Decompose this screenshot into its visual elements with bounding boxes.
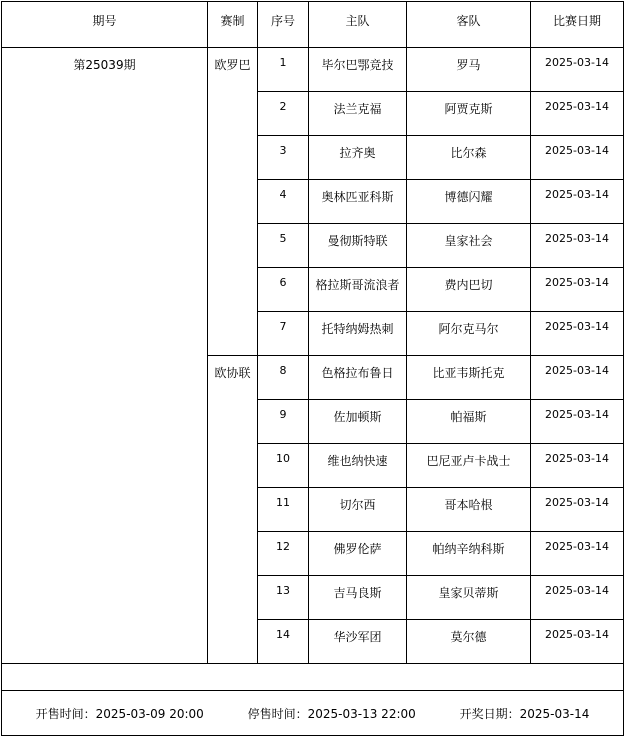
seq-cell: 1 bbox=[258, 48, 309, 92]
schedule-table bbox=[1, 1, 624, 736]
date-cell: 2025-03-14 bbox=[531, 488, 624, 532]
home-team-cell: 色格拉布鲁日 bbox=[309, 356, 407, 400]
home-team-cell: 华沙军团 bbox=[309, 620, 407, 664]
header-period: 期号 bbox=[2, 2, 208, 48]
home-team-cell: 曼彻斯特联 bbox=[309, 224, 407, 268]
away-team-cell: 莫尔德 bbox=[407, 620, 531, 664]
date-cell: 2025-03-14 bbox=[531, 444, 624, 488]
away-team-cell: 哥本哈根 bbox=[407, 488, 531, 532]
home-team-cell: 毕尔巴鄂竞技 bbox=[309, 48, 407, 92]
competition-cell: 欧协联 bbox=[208, 356, 258, 664]
sale-stop-time: 停售时间：2025-03-13 22:00 bbox=[247, 706, 416, 721]
home-team-cell: 佛罗伦萨 bbox=[309, 532, 407, 576]
away-team-cell: 比尔森 bbox=[407, 136, 531, 180]
date-cell: 2025-03-14 bbox=[531, 92, 624, 136]
seq-cell: 11 bbox=[258, 488, 309, 532]
seq-cell: 10 bbox=[258, 444, 309, 488]
date-cell: 2025-03-14 bbox=[531, 224, 624, 268]
away-team-cell: 巴尼亚卢卡战士 bbox=[407, 444, 531, 488]
away-team-cell: 罗马 bbox=[407, 48, 531, 92]
home-team-cell: 切尔西 bbox=[309, 488, 407, 532]
home-team-cell: 维也纳快速 bbox=[309, 444, 407, 488]
home-team-cell: 奥林匹亚科斯 bbox=[309, 180, 407, 224]
seq-cell: 12 bbox=[258, 532, 309, 576]
date-cell: 2025-03-14 bbox=[531, 576, 624, 620]
away-team-cell: 比亚韦斯托克 bbox=[407, 356, 531, 400]
away-team-cell: 费内巴切 bbox=[407, 268, 531, 312]
sale-start-time: 开售时间：2025-03-09 20:00 bbox=[35, 706, 204, 721]
draw-date: 开奖日期：2025-03-14 bbox=[459, 706, 590, 721]
away-team-cell: 阿贾克斯 bbox=[407, 92, 531, 136]
home-team-cell: 拉齐奥 bbox=[309, 136, 407, 180]
seq-cell: 5 bbox=[258, 224, 309, 268]
away-team-cell: 皇家贝蒂斯 bbox=[407, 576, 531, 620]
date-cell: 2025-03-14 bbox=[531, 356, 624, 400]
spacer-row bbox=[2, 664, 624, 691]
date-cell: 2025-03-14 bbox=[531, 532, 624, 576]
away-team-cell: 帕纳辛纳科斯 bbox=[407, 532, 531, 576]
date-cell: 2025-03-14 bbox=[531, 620, 624, 664]
away-team-cell: 博德闪耀 bbox=[407, 180, 531, 224]
home-team-cell: 格拉斯哥流浪者 bbox=[309, 268, 407, 312]
competition-cell: 欧罗巴 bbox=[208, 48, 258, 356]
date-cell: 2025-03-14 bbox=[531, 312, 624, 356]
home-team-cell: 佐加顿斯 bbox=[309, 400, 407, 444]
date-cell: 2025-03-14 bbox=[531, 400, 624, 444]
date-cell: 2025-03-14 bbox=[531, 180, 624, 224]
away-team-cell: 帕福斯 bbox=[407, 400, 531, 444]
period-cell: 第25039期 bbox=[2, 48, 208, 664]
seq-cell: 3 bbox=[258, 136, 309, 180]
away-team-cell: 阿尔克马尔 bbox=[407, 312, 531, 356]
header-away: 客队 bbox=[407, 2, 531, 48]
table-row bbox=[2, 48, 624, 92]
header-date: 比赛日期 bbox=[531, 2, 624, 48]
sale-info-row bbox=[2, 691, 624, 736]
header-home: 主队 bbox=[309, 2, 407, 48]
home-team-cell: 法兰克福 bbox=[309, 92, 407, 136]
date-cell: 2025-03-14 bbox=[531, 136, 624, 180]
header-seq: 序号 bbox=[258, 2, 309, 48]
seq-cell: 7 bbox=[258, 312, 309, 356]
date-cell: 2025-03-14 bbox=[531, 268, 624, 312]
header-row bbox=[2, 2, 624, 48]
home-team-cell: 托特纳姆热刺 bbox=[309, 312, 407, 356]
date-cell: 2025-03-14 bbox=[531, 48, 624, 92]
seq-cell: 2 bbox=[258, 92, 309, 136]
seq-cell: 6 bbox=[258, 268, 309, 312]
seq-cell: 4 bbox=[258, 180, 309, 224]
away-team-cell: 皇家社会 bbox=[407, 224, 531, 268]
seq-cell: 13 bbox=[258, 576, 309, 620]
seq-cell: 8 bbox=[258, 356, 309, 400]
seq-cell: 14 bbox=[258, 620, 309, 664]
header-competition: 赛制 bbox=[208, 2, 258, 48]
seq-cell: 9 bbox=[258, 400, 309, 444]
home-team-cell: 吉马良斯 bbox=[309, 576, 407, 620]
